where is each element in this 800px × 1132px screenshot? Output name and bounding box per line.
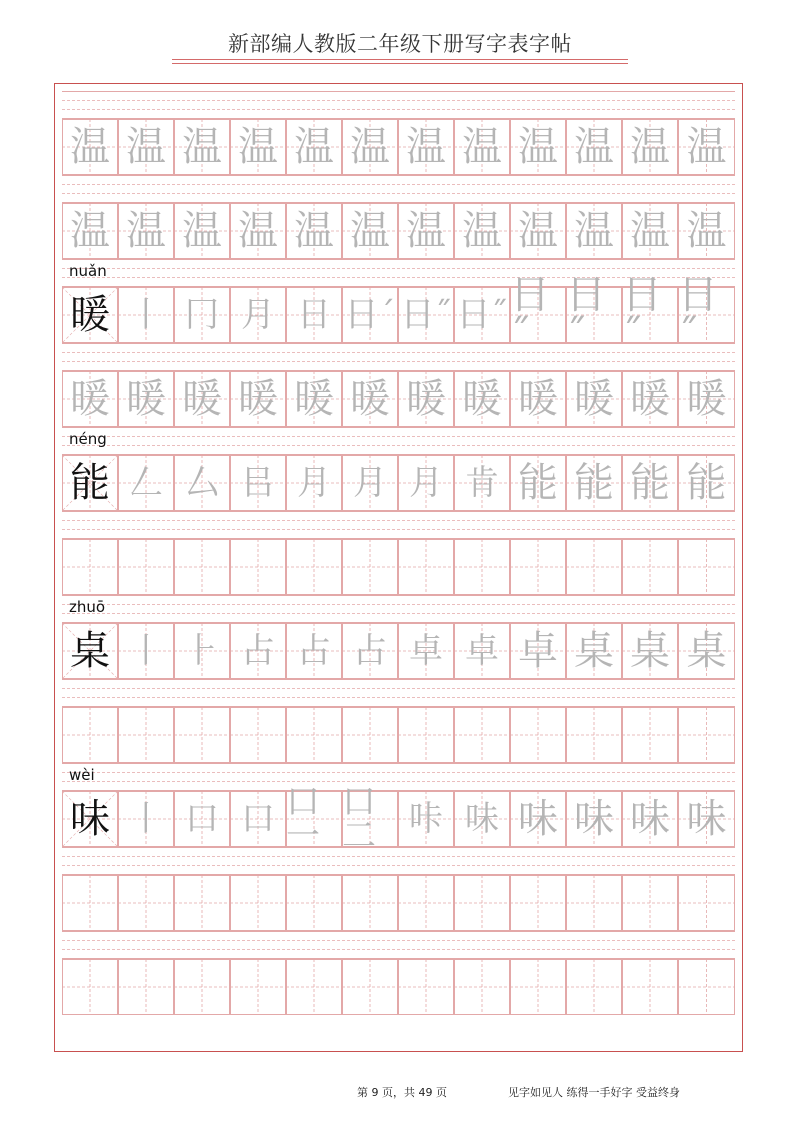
pinyin-row bbox=[62, 763, 735, 791]
trace-character bbox=[174, 539, 230, 595]
spacer-row bbox=[62, 343, 735, 371]
grid-cell[interactable] bbox=[62, 119, 118, 175]
grid-cell[interactable] bbox=[286, 371, 342, 427]
grid-cell[interactable] bbox=[678, 959, 735, 1015]
trace-character: 温 bbox=[70, 124, 110, 170]
spacer-row bbox=[62, 679, 735, 707]
trace-character: 温 bbox=[126, 124, 166, 170]
model-character: 味 bbox=[70, 796, 110, 842]
pinyin-row bbox=[62, 427, 735, 455]
grid-cell[interactable] bbox=[454, 455, 510, 511]
grid-cell[interactable] bbox=[678, 119, 735, 175]
trace-character: 暖 bbox=[294, 376, 334, 422]
trace-character bbox=[510, 539, 566, 595]
trace-character: 能 bbox=[686, 460, 727, 506]
trace-character: 温 bbox=[518, 208, 558, 254]
grid-cell[interactable] bbox=[678, 455, 735, 511]
grid-cell[interactable] bbox=[286, 623, 342, 679]
trace-character: 能 bbox=[518, 460, 558, 506]
grid-cell[interactable] bbox=[622, 203, 678, 259]
trace-character: 桌 bbox=[630, 628, 670, 674]
trace-character: 桌 bbox=[686, 628, 727, 674]
trace-character bbox=[398, 875, 454, 931]
trace-character: 温 bbox=[518, 124, 558, 170]
trace-character: 日˝ bbox=[456, 295, 508, 335]
grid-cell[interactable] bbox=[566, 959, 622, 1015]
grid-cell[interactable] bbox=[510, 791, 566, 847]
grid-cell[interactable] bbox=[62, 707, 118, 763]
grid-cell[interactable] bbox=[398, 959, 454, 1015]
grid-cell[interactable] bbox=[454, 707, 510, 763]
character-row bbox=[62, 623, 735, 679]
model-character: 暖 bbox=[70, 292, 110, 338]
grid-cell[interactable] bbox=[678, 875, 735, 931]
grid-cell[interactable] bbox=[342, 455, 398, 511]
grid-cell[interactable] bbox=[230, 791, 286, 847]
trace-character: 日 bbox=[297, 295, 331, 335]
grid-cell[interactable] bbox=[566, 371, 622, 427]
trace-character bbox=[622, 875, 678, 931]
trace-character bbox=[678, 707, 735, 763]
trace-character bbox=[286, 539, 342, 595]
trace-character bbox=[342, 539, 398, 595]
trace-character: 温 bbox=[350, 208, 390, 254]
trace-character: 暖 bbox=[686, 376, 727, 422]
grid-cell[interactable] bbox=[510, 539, 566, 595]
trace-character: 温 bbox=[238, 124, 278, 170]
grid-cell[interactable] bbox=[174, 791, 230, 847]
footer-motto: 见字如见人 练得一手好字 受益终身 bbox=[508, 1086, 680, 1099]
trace-character: 月 bbox=[409, 463, 443, 503]
grid-cell[interactable] bbox=[342, 203, 398, 259]
trace-character: 冂 bbox=[185, 295, 219, 335]
character-row bbox=[62, 203, 735, 259]
grid-cell[interactable] bbox=[118, 791, 174, 847]
grid-cell[interactable] bbox=[566, 455, 622, 511]
grid-cell[interactable] bbox=[678, 203, 735, 259]
trace-character: 丨 bbox=[129, 631, 163, 671]
practice-grid bbox=[62, 91, 735, 1015]
trace-character: 温 bbox=[126, 208, 166, 254]
character-row bbox=[62, 539, 735, 595]
trace-character: 月 bbox=[241, 295, 275, 335]
trace-character: 温 bbox=[182, 208, 222, 254]
character-row bbox=[62, 119, 735, 175]
grid-cell[interactable] bbox=[622, 119, 678, 175]
trace-character: 能 bbox=[574, 460, 614, 506]
trace-character bbox=[174, 875, 230, 931]
grid-cell[interactable] bbox=[622, 707, 678, 763]
grid-cell[interactable] bbox=[566, 203, 622, 259]
spacer-row bbox=[62, 847, 735, 875]
grid-cell[interactable] bbox=[622, 791, 678, 847]
trace-character bbox=[230, 707, 286, 763]
trace-character bbox=[510, 875, 566, 931]
trace-character: 卓 bbox=[518, 628, 558, 674]
pinyin-label: wèi bbox=[69, 766, 95, 784]
trace-character: 占 bbox=[353, 631, 387, 671]
grid-cell[interactable] bbox=[62, 539, 118, 595]
trace-character: 口一 bbox=[286, 782, 320, 856]
grid-cell[interactable] bbox=[510, 707, 566, 763]
grid-cell[interactable] bbox=[454, 875, 510, 931]
grid-cell[interactable] bbox=[62, 203, 118, 259]
title-underline bbox=[172, 59, 628, 60]
trace-character: 温 bbox=[406, 208, 446, 254]
trace-character: 日´ bbox=[344, 295, 396, 335]
grid-cell[interactable] bbox=[622, 371, 678, 427]
trace-character: 占 bbox=[241, 631, 275, 671]
page-number: 第 9 页，共 49 页 bbox=[357, 1086, 447, 1099]
grid-cell[interactable] bbox=[62, 959, 118, 1015]
grid-cell[interactable] bbox=[566, 791, 622, 847]
trace-character: 卓 bbox=[465, 631, 499, 671]
grid-cell[interactable] bbox=[118, 371, 174, 427]
grid-cell[interactable] bbox=[342, 707, 398, 763]
character-row bbox=[62, 455, 735, 511]
trace-character bbox=[398, 707, 454, 763]
trace-character: 暖 bbox=[462, 376, 502, 422]
grid-cell[interactable] bbox=[342, 875, 398, 931]
grid-cell[interactable] bbox=[510, 455, 566, 511]
grid-cell[interactable] bbox=[510, 959, 566, 1015]
grid-cell[interactable] bbox=[342, 539, 398, 595]
grid-cell[interactable] bbox=[230, 287, 286, 343]
pinyin-row bbox=[62, 595, 735, 623]
grid-cell[interactable] bbox=[678, 707, 735, 763]
trace-character: 暖 bbox=[630, 376, 670, 422]
grid-cell[interactable] bbox=[398, 791, 454, 847]
grid-cell[interactable] bbox=[398, 287, 454, 343]
pinyin-row bbox=[62, 91, 735, 119]
grid-cell[interactable] bbox=[230, 623, 286, 679]
trace-character: 温 bbox=[630, 124, 670, 170]
grid-cell[interactable] bbox=[174, 119, 230, 175]
trace-character: 温 bbox=[686, 208, 727, 254]
trace-character bbox=[62, 539, 118, 595]
grid-cell[interactable] bbox=[118, 287, 174, 343]
grid-cell[interactable] bbox=[622, 272, 678, 358]
trace-character: 日˝ bbox=[566, 272, 606, 358]
grid-cell[interactable] bbox=[286, 707, 342, 763]
grid-cell[interactable] bbox=[454, 623, 510, 679]
grid-cell[interactable] bbox=[62, 791, 118, 847]
grid-cell[interactable] bbox=[118, 119, 174, 175]
trace-character bbox=[454, 875, 510, 931]
grid-cell[interactable] bbox=[622, 875, 678, 931]
character-row bbox=[62, 782, 735, 856]
trace-character: 暖 bbox=[70, 376, 110, 422]
trace-character: 㠯 bbox=[241, 463, 275, 503]
trace-character: 暖 bbox=[238, 376, 278, 422]
trace-character: 日˝ bbox=[400, 295, 452, 335]
grid-cell[interactable] bbox=[174, 959, 230, 1015]
grid-cell[interactable] bbox=[174, 455, 230, 511]
grid-cell[interactable] bbox=[398, 623, 454, 679]
trace-character: 占 bbox=[297, 631, 331, 671]
grid-cell[interactable] bbox=[398, 875, 454, 931]
trace-character bbox=[678, 539, 735, 595]
trace-character: 肯 bbox=[465, 463, 499, 503]
grid-cell[interactable] bbox=[566, 272, 622, 358]
grid-cell[interactable] bbox=[398, 707, 454, 763]
grid-cell[interactable] bbox=[510, 203, 566, 259]
grid-cell[interactable] bbox=[566, 623, 622, 679]
grid-cell[interactable] bbox=[118, 959, 174, 1015]
trace-character: 暖 bbox=[350, 376, 390, 422]
grid-cell[interactable] bbox=[174, 203, 230, 259]
trace-character bbox=[118, 707, 174, 763]
grid-cell[interactable] bbox=[342, 782, 398, 856]
grid-cell[interactable] bbox=[398, 371, 454, 427]
grid-cell[interactable] bbox=[454, 203, 510, 259]
grid-cell[interactable] bbox=[230, 119, 286, 175]
grid-cell[interactable] bbox=[118, 707, 174, 763]
trace-character: 卓 bbox=[409, 631, 443, 671]
grid-cell[interactable] bbox=[286, 875, 342, 931]
trace-character: 暖 bbox=[126, 376, 166, 422]
trace-character: 温 bbox=[574, 208, 614, 254]
trace-character: 暖 bbox=[574, 376, 614, 422]
grid-cell[interactable] bbox=[678, 371, 735, 427]
trace-character bbox=[62, 875, 118, 931]
trace-character bbox=[566, 707, 622, 763]
grid-cell[interactable] bbox=[566, 707, 622, 763]
spacer-row bbox=[62, 931, 735, 959]
grid-cell[interactable] bbox=[174, 875, 230, 931]
title-underline-second bbox=[172, 63, 628, 64]
trace-character bbox=[230, 539, 286, 595]
grid-cell[interactable] bbox=[118, 623, 174, 679]
grid-cell[interactable] bbox=[62, 455, 118, 511]
grid-cell[interactable] bbox=[454, 539, 510, 595]
trace-character bbox=[174, 707, 230, 763]
grid-cell[interactable] bbox=[118, 875, 174, 931]
trace-character bbox=[286, 875, 342, 931]
grid-cell[interactable] bbox=[398, 455, 454, 511]
trace-character: 月 bbox=[297, 463, 331, 503]
grid-cell[interactable] bbox=[230, 203, 286, 259]
trace-character bbox=[286, 707, 342, 763]
trace-character bbox=[118, 539, 174, 595]
grid-cell[interactable] bbox=[118, 203, 174, 259]
grid-cell[interactable] bbox=[62, 875, 118, 931]
trace-character bbox=[342, 707, 398, 763]
trace-character: 口 bbox=[241, 799, 275, 839]
grid-cell[interactable] bbox=[62, 371, 118, 427]
grid-cell[interactable] bbox=[118, 455, 174, 511]
trace-character: 温 bbox=[406, 124, 446, 170]
trace-character: 味 bbox=[518, 796, 558, 842]
grid-cell[interactable] bbox=[230, 707, 286, 763]
trace-character: 暖 bbox=[406, 376, 446, 422]
trace-character: 温 bbox=[70, 208, 110, 254]
grid-cell[interactable] bbox=[230, 959, 286, 1015]
page-title: 新部编人教版二年级下册写字表字帖 bbox=[228, 32, 572, 56]
grid-cell[interactable] bbox=[230, 371, 286, 427]
trace-character: 温 bbox=[630, 208, 670, 254]
pinyin-label: nuǎn bbox=[69, 262, 107, 280]
grid-cell[interactable] bbox=[510, 371, 566, 427]
grid-cell[interactable] bbox=[286, 959, 342, 1015]
trace-character: 暖 bbox=[182, 376, 222, 422]
grid-cell[interactable] bbox=[566, 119, 622, 175]
grid-cell[interactable] bbox=[230, 539, 286, 595]
grid-cell[interactable] bbox=[174, 371, 230, 427]
trace-character: 味 bbox=[574, 796, 614, 842]
trace-character bbox=[622, 707, 678, 763]
trace-character: 丨 bbox=[129, 295, 163, 335]
grid-cell[interactable] bbox=[342, 287, 398, 343]
trace-character: 温 bbox=[462, 124, 502, 170]
character-row bbox=[62, 272, 735, 358]
grid-cell[interactable] bbox=[454, 287, 510, 343]
grid-cell[interactable] bbox=[510, 272, 566, 358]
grid-cell[interactable] bbox=[454, 119, 510, 175]
grid-cell[interactable] bbox=[454, 371, 510, 427]
trace-character bbox=[230, 875, 286, 931]
grid-cell[interactable] bbox=[398, 119, 454, 175]
trace-character: 日˝ bbox=[622, 272, 662, 358]
grid-cell[interactable] bbox=[342, 371, 398, 427]
grid-cell[interactable] bbox=[174, 287, 230, 343]
character-row bbox=[62, 371, 735, 427]
spacer-row bbox=[62, 511, 735, 539]
trace-character bbox=[622, 539, 678, 595]
trace-character: ⺊ bbox=[185, 631, 219, 671]
grid-cell[interactable] bbox=[118, 539, 174, 595]
trace-character bbox=[566, 539, 622, 595]
trace-character bbox=[678, 875, 735, 931]
trace-character: 味 bbox=[686, 796, 727, 842]
pinyin-label: néng bbox=[69, 430, 107, 448]
trace-character: 能 bbox=[630, 460, 670, 506]
trace-character bbox=[454, 539, 510, 595]
grid-cell[interactable] bbox=[62, 287, 118, 343]
grid-cell[interactable] bbox=[622, 623, 678, 679]
grid-cell[interactable] bbox=[174, 539, 230, 595]
grid-cell[interactable] bbox=[398, 539, 454, 595]
grid-cell[interactable] bbox=[230, 455, 286, 511]
grid-cell[interactable] bbox=[286, 119, 342, 175]
grid-cell[interactable] bbox=[398, 203, 454, 259]
trace-character: 温 bbox=[294, 208, 334, 254]
trace-character: 暖 bbox=[518, 376, 558, 422]
trace-character: 丨 bbox=[129, 799, 163, 839]
trace-character: 温 bbox=[574, 124, 614, 170]
trace-character bbox=[398, 539, 454, 595]
grid-cell[interactable] bbox=[510, 875, 566, 931]
trace-character: 桌 bbox=[574, 628, 614, 674]
trace-character: 日˝ bbox=[678, 272, 718, 358]
trace-character: 日˝ bbox=[510, 272, 550, 358]
trace-character: 𠃋 bbox=[129, 463, 163, 503]
grid-cell[interactable] bbox=[622, 539, 678, 595]
trace-character: 口二 bbox=[342, 782, 376, 856]
grid-cell[interactable] bbox=[678, 791, 735, 847]
trace-character: 温 bbox=[350, 124, 390, 170]
trace-character: 口 bbox=[185, 799, 219, 839]
trace-character: 厶 bbox=[185, 463, 219, 503]
pinyin-label: zhuō bbox=[69, 598, 106, 616]
grid-cell[interactable] bbox=[342, 119, 398, 175]
grid-cell[interactable] bbox=[230, 875, 286, 931]
trace-character: 温 bbox=[462, 208, 502, 254]
grid-cell[interactable] bbox=[454, 959, 510, 1015]
spacer-row bbox=[62, 175, 735, 203]
grid-cell[interactable] bbox=[342, 623, 398, 679]
grid-cell[interactable] bbox=[286, 539, 342, 595]
model-character: 能 bbox=[70, 460, 110, 506]
trace-character bbox=[454, 707, 510, 763]
grid-cell[interactable] bbox=[622, 959, 678, 1015]
trace-character bbox=[510, 707, 566, 763]
grid-cell[interactable] bbox=[342, 959, 398, 1015]
grid-cell[interactable] bbox=[454, 791, 510, 847]
trace-character bbox=[342, 875, 398, 931]
grid-cell[interactable] bbox=[678, 539, 735, 595]
model-character: 桌 bbox=[70, 628, 110, 674]
grid-cell[interactable] bbox=[566, 875, 622, 931]
grid-cell[interactable] bbox=[566, 539, 622, 595]
grid-cell[interactable] bbox=[286, 455, 342, 511]
grid-cell[interactable] bbox=[510, 623, 566, 679]
character-row bbox=[62, 875, 735, 931]
trace-character: 味 bbox=[465, 799, 499, 839]
grid-cell[interactable] bbox=[678, 623, 735, 679]
grid-cell[interactable] bbox=[62, 623, 118, 679]
trace-character bbox=[566, 875, 622, 931]
grid-cell[interactable] bbox=[286, 782, 342, 856]
trace-character: 温 bbox=[182, 124, 222, 170]
trace-character: 温 bbox=[294, 124, 334, 170]
trace-character: 月 bbox=[353, 463, 387, 503]
trace-character bbox=[118, 875, 174, 931]
grid-cell[interactable] bbox=[622, 455, 678, 511]
trace-character: 温 bbox=[238, 208, 278, 254]
character-row bbox=[62, 707, 735, 763]
trace-character: 味 bbox=[630, 796, 670, 842]
character-row bbox=[62, 959, 735, 1015]
grid-cell[interactable] bbox=[174, 623, 230, 679]
trace-character: 温 bbox=[686, 124, 727, 170]
grid-cell[interactable] bbox=[286, 203, 342, 259]
trace-character: 咔 bbox=[409, 799, 443, 839]
trace-character bbox=[62, 707, 118, 763]
grid-cell[interactable] bbox=[174, 707, 230, 763]
grid-cell[interactable] bbox=[678, 272, 735, 358]
grid-cell[interactable] bbox=[510, 119, 566, 175]
grid-cell[interactable] bbox=[286, 287, 342, 343]
